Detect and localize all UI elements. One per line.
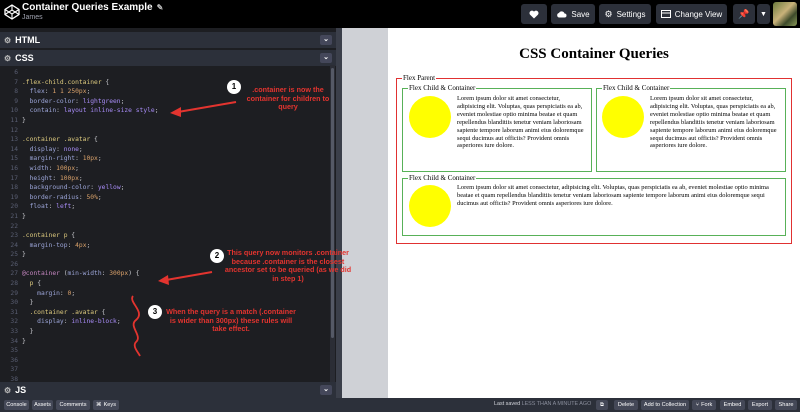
js-panel-label: JS — [15, 385, 27, 395]
keys-label: Keys — [103, 402, 117, 408]
line-number: 35 — [10, 347, 18, 355]
child-paragraph-text: Lorem ipsum dolor sit amet consectetur, adipisicing elit. Voluptas, quas perspiciatis ea ab, eveniet molestiae optio minima beatae et quam repellendus blanditiis tenetur veniam laboriosam sapiente tempore laborum animi eius doloremque sequi ducimus aut officiis? Provident omnis asperiores iure dolore. — [457, 95, 584, 150]
result-preview — [388, 28, 800, 398]
child-paragraph-text: Lorem ipsum dolor sit amet consectetur, adipisicing elit. Voluptas, quas perspiciatis ea ab, eveniet molestiae optio minima beatae et quam repellendus blanditiis tenetur veniam laboriosam sapiente tempore laborum animi eius doloremque sequi ducimus aut officiis? Provident omnis asperiores iure dolore. — [650, 95, 777, 150]
avatar-circle — [409, 96, 451, 138]
line-number: 28 — [10, 280, 18, 288]
line-number: 27 — [10, 270, 18, 278]
layout-icon — [661, 10, 671, 18]
line-number: 22 — [10, 222, 18, 230]
code-editor — [0, 28, 336, 398]
chevron-down-icon[interactable]: ⌄ — [320, 53, 332, 63]
line-number: 12 — [10, 126, 18, 134]
line-number: 19 — [10, 193, 18, 201]
last-saved-status — [494, 401, 591, 407]
css-panel-label: CSS — [15, 53, 34, 63]
line-number: 25 — [10, 251, 18, 259]
export-button[interactable]: Export — [748, 400, 772, 410]
preview-title: CSS Container Queries — [519, 46, 669, 62]
flex-child-legend: Flex Child & Container — [409, 174, 476, 182]
line-number: 13 — [10, 136, 18, 144]
like-button[interactable] — [521, 4, 547, 24]
comments-button[interactable]: Comments — [56, 400, 90, 410]
line-number-gutter — [0, 68, 18, 382]
annotation-text-2: This query now monitors .container because .container is the closest ancestor set to be queried (as we did in step 1) — [224, 248, 352, 283]
chevron-down-icon[interactable]: ⌄ — [320, 385, 332, 395]
flex-child-legend: Flex Child & Container — [409, 84, 476, 92]
gear-icon[interactable]: ⚙ — [4, 53, 12, 63]
line-number: 34 — [10, 337, 18, 345]
gear-icon: ⚙ — [604, 8, 613, 19]
embed-button[interactable]: Embed — [720, 400, 745, 410]
child-paragraph — [457, 95, 588, 150]
fork-button[interactable] — [692, 400, 716, 410]
add-to-collection-button[interactable]: Add to Collection — [641, 400, 689, 410]
line-number: 14 — [10, 145, 18, 153]
child-paragraph — [457, 184, 782, 208]
html-panel-label: HTML — [15, 35, 41, 45]
pencil-icon[interactable]: ✎ — [156, 3, 164, 12]
child-paragraph — [650, 95, 781, 150]
line-number: 21 — [10, 212, 18, 220]
pen-author[interactable]: James — [22, 14, 43, 21]
flex-parent-legend: Flex Parent — [403, 74, 436, 82]
avatar-circle — [409, 185, 451, 227]
save-label: Save — [571, 9, 590, 19]
heart-icon — [529, 10, 539, 19]
line-number: 32 — [10, 318, 18, 326]
keys-button[interactable] — [93, 400, 119, 410]
line-number: 6 — [14, 69, 18, 76]
line-number: 8 — [14, 88, 18, 96]
settings-label: Settings — [616, 9, 646, 19]
line-number: 31 — [10, 308, 18, 316]
line-number: 26 — [10, 260, 18, 268]
gear-icon[interactable]: ⚙ — [4, 385, 12, 395]
cloud-icon — [556, 10, 567, 18]
line-number: 18 — [10, 184, 18, 192]
codepen-logo-icon[interactable] — [4, 4, 20, 20]
line-number: 16 — [10, 164, 18, 172]
external-link-icon: ⧉ — [600, 401, 604, 408]
share-button[interactable]: Share — [775, 400, 797, 410]
line-number: 23 — [10, 232, 18, 240]
js-panel-header[interactable] — [0, 382, 336, 398]
annotation-number-1: 1 — [227, 80, 241, 94]
delete-button[interactable]: Delete — [614, 400, 638, 410]
chevron-down-icon[interactable]: ⌄ — [320, 35, 332, 45]
bottom-bar — [0, 398, 800, 412]
more-menu-button[interactable] — [757, 4, 770, 24]
line-number: 10 — [10, 107, 18, 115]
pin-icon: 📌 — [738, 8, 750, 19]
line-number: 7 — [14, 78, 18, 86]
assets-button[interactable]: Assets — [32, 400, 53, 410]
line-number: 30 — [10, 299, 18, 307]
command-key-icon: ⌘ — [95, 402, 102, 408]
annotation-text-1: .container is now the container for children to query — [246, 85, 330, 111]
top-bar — [0, 0, 800, 28]
annotation-text-3: When the query is a match (.container is wider than 300px) these rules will take effect. — [166, 307, 296, 333]
line-number: 24 — [10, 241, 18, 249]
gear-icon[interactable]: ⚙ — [4, 35, 12, 45]
pin-button[interactable] — [733, 4, 755, 24]
avatar-circle — [602, 96, 644, 138]
change-view-button[interactable] — [656, 4, 727, 24]
user-avatar[interactable] — [773, 2, 797, 26]
preview-resizer[interactable] — [336, 28, 388, 398]
chevron-down-icon: ▼ — [760, 10, 767, 18]
external-view-button[interactable] — [596, 400, 608, 410]
line-number: 11 — [10, 116, 18, 124]
line-number: 9 — [14, 97, 18, 105]
fork-label: Fork — [701, 402, 713, 408]
last-saved-label: Last saved — [494, 401, 521, 407]
settings-button[interactable] — [599, 4, 651, 24]
resize-handle[interactable] — [336, 28, 342, 398]
annotation-number-3: 3 — [148, 305, 162, 319]
line-number: 29 — [10, 289, 18, 297]
last-saved-value: LESS THAN A MINUTE AGO — [521, 401, 592, 407]
fork-icon: ⑂ — [695, 402, 700, 408]
child-paragraph-text: Lorem ipsum dolor sit amet consectetur, adipisicing elit. Voluptas, quas perspiciatis ea ab, eveniet molestiae optio minima beatae et quam repellendus blanditiis tenetur veniam laboriosam sapiente tempore laborum animi eius doloremque sequi ducimus aut officiis? Provident omnis asperiores iure dolore. — [457, 184, 769, 207]
line-number: 38 — [10, 376, 18, 382]
line-number: 20 — [10, 203, 18, 211]
html-panel-header[interactable] — [0, 32, 336, 48]
pen-title-block — [22, 2, 163, 21]
line-number: 15 — [10, 155, 18, 163]
flex-child-legend: Flex Child & Container — [603, 84, 670, 92]
line-number: 33 — [10, 328, 18, 336]
line-number: 36 — [10, 356, 18, 364]
annotation-number-2: 2 — [210, 249, 224, 263]
change-view-label: Change View — [674, 9, 723, 19]
css-code-area[interactable] — [0, 65, 336, 382]
pen-title[interactable]: Container Queries Example — [22, 2, 153, 13]
save-button[interactable] — [551, 4, 595, 24]
line-number: 37 — [10, 366, 18, 374]
console-button[interactable]: Console — [4, 400, 29, 410]
css-source: .flex-child.container { flex: 1 1 250px; border-color: lightgreen; contain: layout inline-size style; } .container .avatar { display: none; margin-right: 10px; width: 100px; height: 100px; background-color: yellow; border-radius: 50%; float: left; } .container p { margin-top: 4px; } @container (min-width: 300px) { p { margin: 0; } .container .avatar { display: inline-block; } } — [22, 78, 159, 345]
line-number: 17 — [10, 174, 18, 182]
css-panel-header[interactable] — [0, 50, 336, 66]
